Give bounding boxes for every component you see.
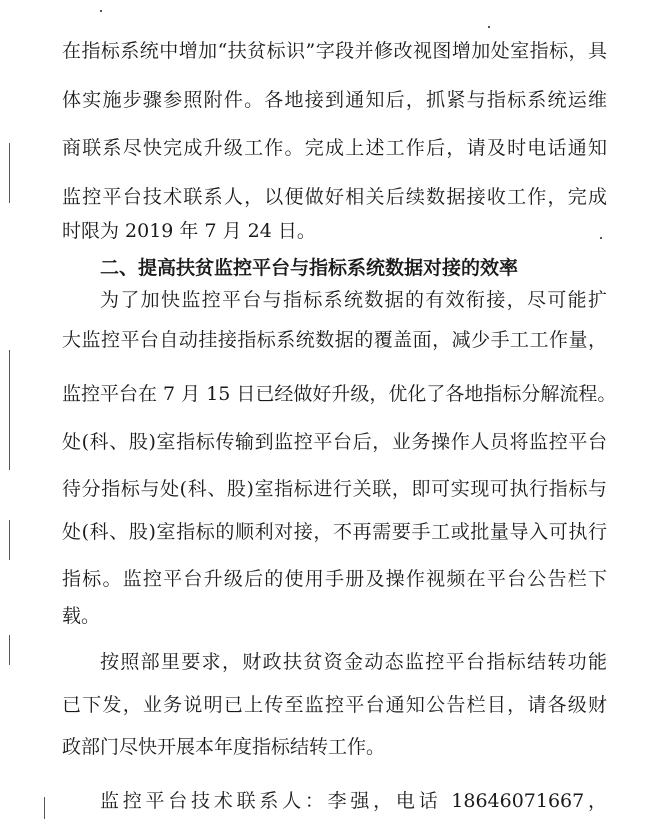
body-line-5: 时限为 2019 年 7 月 24 日。 — [62, 220, 316, 242]
section-heading: 二、提高扶贫监控平台与指标系统数据对接的效率 — [100, 257, 519, 279]
contact-line: 监控平台技术联系人：李强，电话 18646071667， — [100, 790, 607, 812]
section-line-3: 监控平台在 7 月 15 日已经做好升级，优化了各地指标分解流程。 — [62, 383, 617, 405]
scan-mark-left-2 — [9, 350, 10, 470]
body-line-3: 商联系尽快完成升级工作。完成上述工作后，请及时电话通知 — [62, 137, 607, 159]
body-line-1: 在指标系统中增加“扶贫标识”字段并修改视图增加处室指标，具 — [62, 40, 607, 62]
section-line-5: 待分指标与处(科、股)室指标进行关联，即可实现可执行指标与 — [62, 478, 607, 500]
section-line-8: 载。 — [62, 605, 101, 627]
scan-mark-left-4 — [9, 635, 10, 665]
paragraph3-line-2: 已下发，业务说明已上传至监控平台通知公告栏目，请各级财 — [62, 694, 607, 716]
scan-mark-left-5 — [44, 797, 45, 819]
section-line-7: 指标。监控平台升级后的使用手册及操作视频在平台公告栏下 — [62, 568, 607, 590]
paragraph3-line-3: 政部门尽快开展本年度指标结转工作。 — [62, 736, 386, 758]
section-line-4: 处(科、股)室指标传输到监控平台后，业务操作人员将监控平台 — [62, 431, 607, 453]
section-line-6: 处(科、股)室指标的顺利对接，不再需要手工或批量导入可执行 — [62, 521, 607, 543]
scan-dot-2 — [488, 26, 490, 28]
body-line-4: 监控平台技术联系人，以便做好相关后续数据接收工作，完成 — [62, 186, 607, 208]
scan-mark-left-3 — [9, 520, 10, 560]
scan-dot-1 — [100, 10, 102, 12]
scan-mark-left-1 — [9, 143, 10, 203]
paragraph3-line-1: 按照部里要求，财政扶贫资金动态监控平台指标结转功能 — [100, 651, 607, 673]
section-line-1: 为了加快监控平台与指标系统数据的有效衔接，尽可能扩 — [100, 289, 607, 311]
body-line-2: 体实施步骤参照附件。各地接到通知后，抓紧与指标系统运维 — [62, 89, 607, 111]
scan-dot-3 — [600, 237, 602, 239]
section-line-2: 大监控平台自动挂接指标系统数据的覆盖面，减少手工工作量， — [62, 329, 607, 351]
